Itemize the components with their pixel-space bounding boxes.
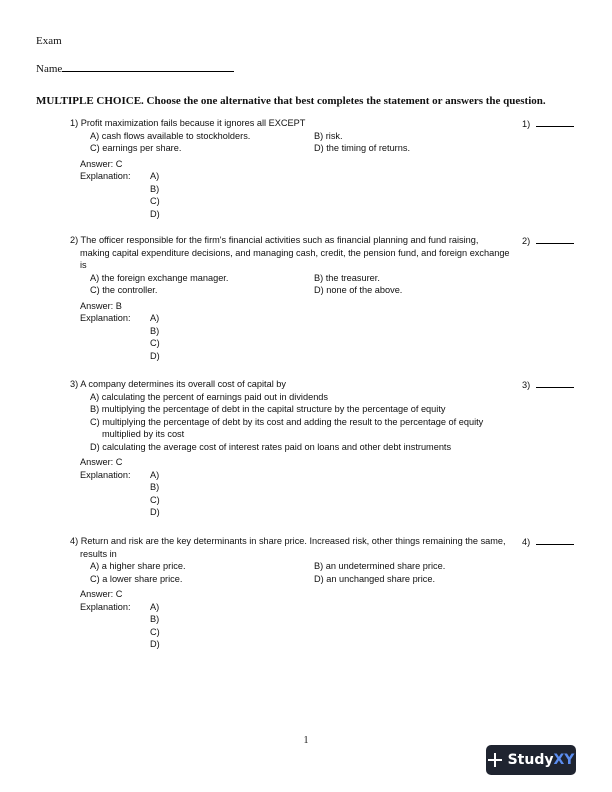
answer: Answer: B <box>80 300 122 311</box>
option-a: A) cash flows available to stockholders. <box>90 130 251 141</box>
answer-slot-line <box>536 378 574 388</box>
question-stem: 2) The officer responsible for the firm's financial activities such as financial planning and fund raising, making capital expenditure decisions, and managing cash, credit, the pension fund, and foreign exchange is <box>70 235 510 270</box>
option-c: C) a lower share price. <box>90 573 183 584</box>
option-b: B) the treasurer. <box>314 272 380 283</box>
explanation-items <box>150 469 160 519</box>
question-stem: 1) Profit maximization fails because it ignores all EXCEPT <box>70 118 306 128</box>
explanation <box>80 170 510 220</box>
question-1 <box>70 117 510 220</box>
explanation-item: D) <box>150 350 160 361</box>
section-heading: MULTIPLE CHOICE. Choose the one alternative that best completes the statement or answers the question. <box>36 95 546 107</box>
explanation-item: B) <box>150 183 160 194</box>
explanation <box>80 312 510 362</box>
question-3 <box>70 378 510 519</box>
answer-block <box>70 456 510 519</box>
explanation-item: C) <box>150 338 160 348</box>
option-d: D) none of the above. <box>314 285 403 295</box>
options <box>70 130 510 155</box>
name-line <box>36 61 234 75</box>
answer-block <box>70 158 510 221</box>
explanation-item: D) <box>150 507 160 517</box>
explanation-item: C) <box>150 196 160 206</box>
option-a: A) calculating the percent of earnings paid out in dividends <box>90 391 329 402</box>
answer-slot-4 <box>522 535 574 547</box>
options <box>70 391 510 454</box>
option-d: D) the timing of returns. <box>314 143 410 153</box>
explanation-label: Explanation: <box>80 171 131 181</box>
answer-slot-1 <box>522 117 574 129</box>
option-c: C) earnings per share. <box>90 143 182 153</box>
option-b: B) multiplying the percentage of debt in the capital structure by the percentage of equity <box>90 404 446 414</box>
explanation-items <box>150 312 160 362</box>
explanation-label: Explanation: <box>80 313 131 323</box>
answer-slot-3 <box>522 378 574 390</box>
question-stem: 4) Return and risk are the key determinants in share price. Increased risk, other things remaining the same, results in <box>70 536 506 559</box>
badge-brand: Study <box>507 752 554 768</box>
answer-slot-number: 1) <box>522 119 531 129</box>
badge-brand-accent: XY <box>553 752 575 768</box>
explanation <box>80 601 510 651</box>
explanation-items <box>150 601 160 651</box>
explanation-item: C) <box>150 626 160 637</box>
explanation-item: D) <box>150 208 160 219</box>
studyxy-badge[interactable] <box>486 745 576 775</box>
answer-slot-2 <box>522 234 574 246</box>
explanation-label: Explanation: <box>80 469 131 480</box>
answer-slot-number: 4) <box>522 537 531 547</box>
answer: Answer: C <box>80 589 123 599</box>
option-a: A) a higher share price. <box>90 561 186 571</box>
explanation-item: D) <box>150 639 160 649</box>
option-d: D) an unchanged share price. <box>314 573 436 584</box>
exam-title: Exam <box>36 35 62 47</box>
option-c: C) multiplying the percentage of debt by its cost and adding the result to the percentage of equity multiplied by its cost <box>90 416 484 439</box>
options <box>70 272 510 297</box>
explanation-item: A) <box>150 469 160 480</box>
answer-slot-line <box>536 234 574 244</box>
explanation-item: C) <box>150 494 160 505</box>
name-label: Name <box>36 63 63 75</box>
option-a: A) the foreign exchange manager. <box>90 272 229 283</box>
page-number: 1 <box>303 735 309 746</box>
explanation-item: A) <box>150 601 160 612</box>
explanation <box>80 469 510 519</box>
explanation-item: B) <box>150 482 160 492</box>
plus-icon <box>488 753 502 767</box>
option-c: C) the controller. <box>90 285 158 295</box>
options <box>70 560 510 585</box>
answer-slot-line <box>536 535 574 545</box>
name-blank <box>62 61 234 72</box>
answer-slot-number: 2) <box>522 236 531 246</box>
answer: Answer: C <box>80 457 123 467</box>
explanation-item: A) <box>150 313 160 323</box>
answer-slot-line <box>536 117 574 127</box>
explanation-items <box>150 170 160 220</box>
question-stem: 3) A company determines its overall cost of capital by <box>70 379 287 389</box>
answer: Answer: C <box>80 158 123 169</box>
question-2 <box>70 234 510 362</box>
explanation-item: A) <box>150 171 160 181</box>
explanation-label: Explanation: <box>80 601 131 612</box>
answer-block <box>70 300 510 363</box>
question-4 <box>70 535 510 651</box>
explanation-item: B) <box>150 325 160 336</box>
answer-block <box>70 588 510 651</box>
option-d: D) calculating the average cost of interest rates paid on loans and other debt instruments <box>90 441 452 452</box>
answer-slot-number: 3) <box>522 380 531 390</box>
explanation-item: B) <box>150 614 160 624</box>
option-b: B) an undetermined share price. <box>314 561 446 571</box>
option-b: B) risk. <box>314 130 343 141</box>
